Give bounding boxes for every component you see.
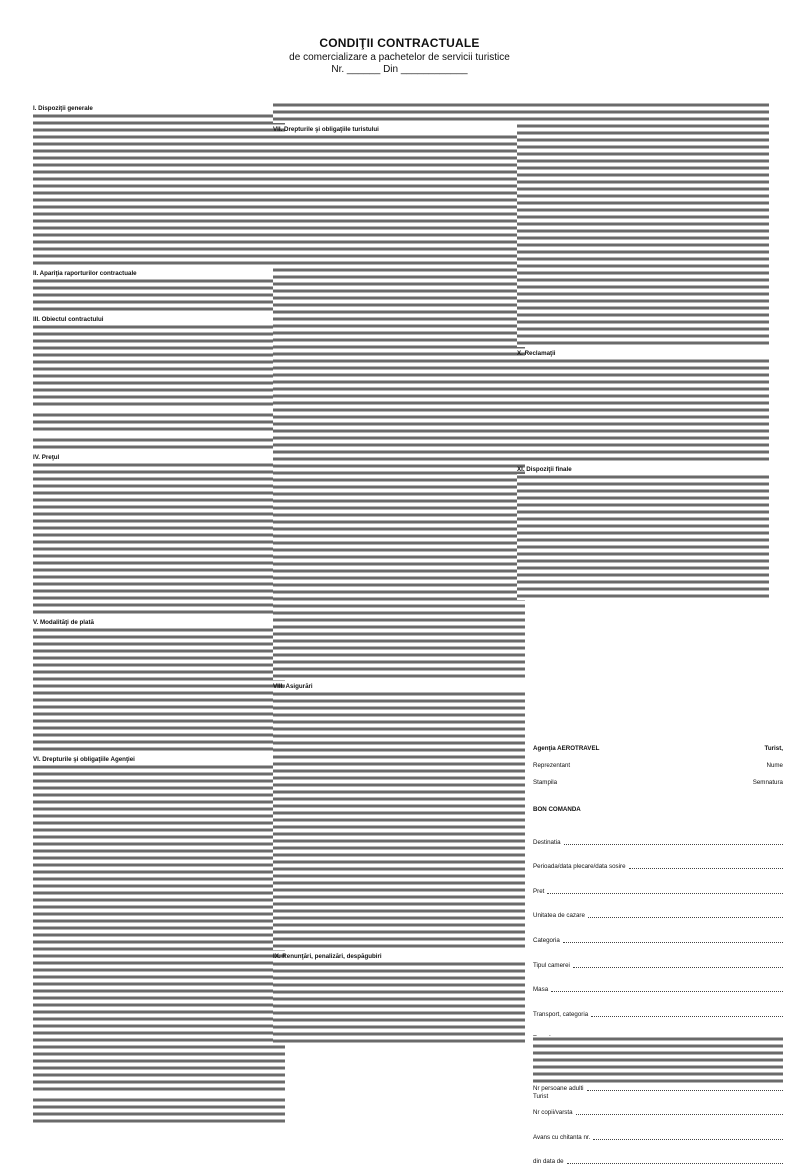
booking-order	[533, 806, 783, 1165]
section-body	[273, 691, 525, 950]
signature-label: Semnatura	[752, 779, 783, 786]
section-body	[33, 324, 285, 408]
representative-label: Reprezentant	[533, 762, 571, 769]
document-header	[0, 36, 799, 75]
booking-field[interactable]: Unitatea de cazare	[533, 895, 783, 920]
booking-field[interactable]: Nr persoane adulti	[533, 1067, 783, 1092]
section-body	[33, 437, 285, 451]
stamp-label: Stampila	[533, 779, 558, 786]
section-heading: VIII. Asigurări	[273, 683, 313, 690]
section-body	[33, 412, 285, 433]
document-title: CONDIŢII CONTRACTUALE	[319, 36, 480, 50]
section-heading: IV. Preţul	[33, 454, 60, 461]
section-body	[517, 474, 769, 600]
section-heading: XI. Dispoziţii finale	[517, 466, 572, 473]
booking-field[interactable]: Masa	[533, 969, 783, 994]
section-heading: VII. Drepturile şi obligaţiile turistului	[273, 126, 379, 133]
section-body	[33, 1097, 285, 1125]
column-right	[517, 102, 769, 600]
section-body	[517, 358, 769, 463]
booking-field[interactable]: Tipul camerei	[533, 944, 783, 969]
section-body	[33, 278, 285, 313]
contract-number-line: Nr. ______ Din ____________	[331, 64, 468, 75]
section-heading: VI. Drepturile şi obligaţiile Agenţiei	[33, 756, 135, 763]
section-body	[533, 1036, 783, 1085]
section-body	[33, 764, 285, 1093]
section-heading: II. Apariţia raporturilor contractuale	[33, 270, 137, 277]
section-body	[273, 134, 525, 680]
booking-field[interactable]: Categoria	[533, 919, 783, 944]
agency-label: Agenţia AEROTRAVEL	[533, 745, 600, 752]
booking-title: BON COMANDA	[533, 806, 581, 813]
booking-field[interactable]: din data de	[533, 1141, 783, 1165]
section-heading: III. Obiectul contractului	[33, 316, 104, 323]
booking-note	[533, 1036, 783, 1085]
booking-field[interactable]: Perioada/data plecare/data sosire	[533, 846, 783, 871]
booking-field[interactable]: Destinatia	[533, 821, 783, 846]
booking-field[interactable]: Transport, categoria	[533, 993, 783, 1018]
section-heading: I. Dispoziţii generale	[33, 105, 93, 112]
booking-field[interactable]: Nr copii/varsta	[533, 1092, 783, 1117]
document-subtitle: de comercializare a pachetelor de servicii turistice	[289, 52, 510, 63]
section-body	[273, 961, 525, 1045]
section-body	[273, 102, 525, 123]
section-heading: V. Modalităţi de plată	[33, 619, 94, 626]
signature-block	[533, 745, 783, 786]
column-left	[33, 102, 285, 1125]
booking-field[interactable]: Avans cu chitanta nr.	[533, 1116, 783, 1141]
section-body	[33, 462, 285, 616]
section-heading: IX. Renunţări, penalizări, despăgubiri	[273, 953, 382, 960]
section-body	[33, 627, 285, 753]
section-body	[33, 113, 285, 267]
column-middle	[273, 102, 525, 1045]
name-label: Nume	[766, 762, 783, 769]
footer-tourist-label: Turist	[533, 1093, 549, 1100]
booking-field[interactable]: Pret	[533, 870, 783, 895]
section-heading: X. Reclamaţii	[517, 350, 556, 357]
tourist-label: Turist,	[764, 745, 783, 752]
section-body	[517, 102, 769, 347]
